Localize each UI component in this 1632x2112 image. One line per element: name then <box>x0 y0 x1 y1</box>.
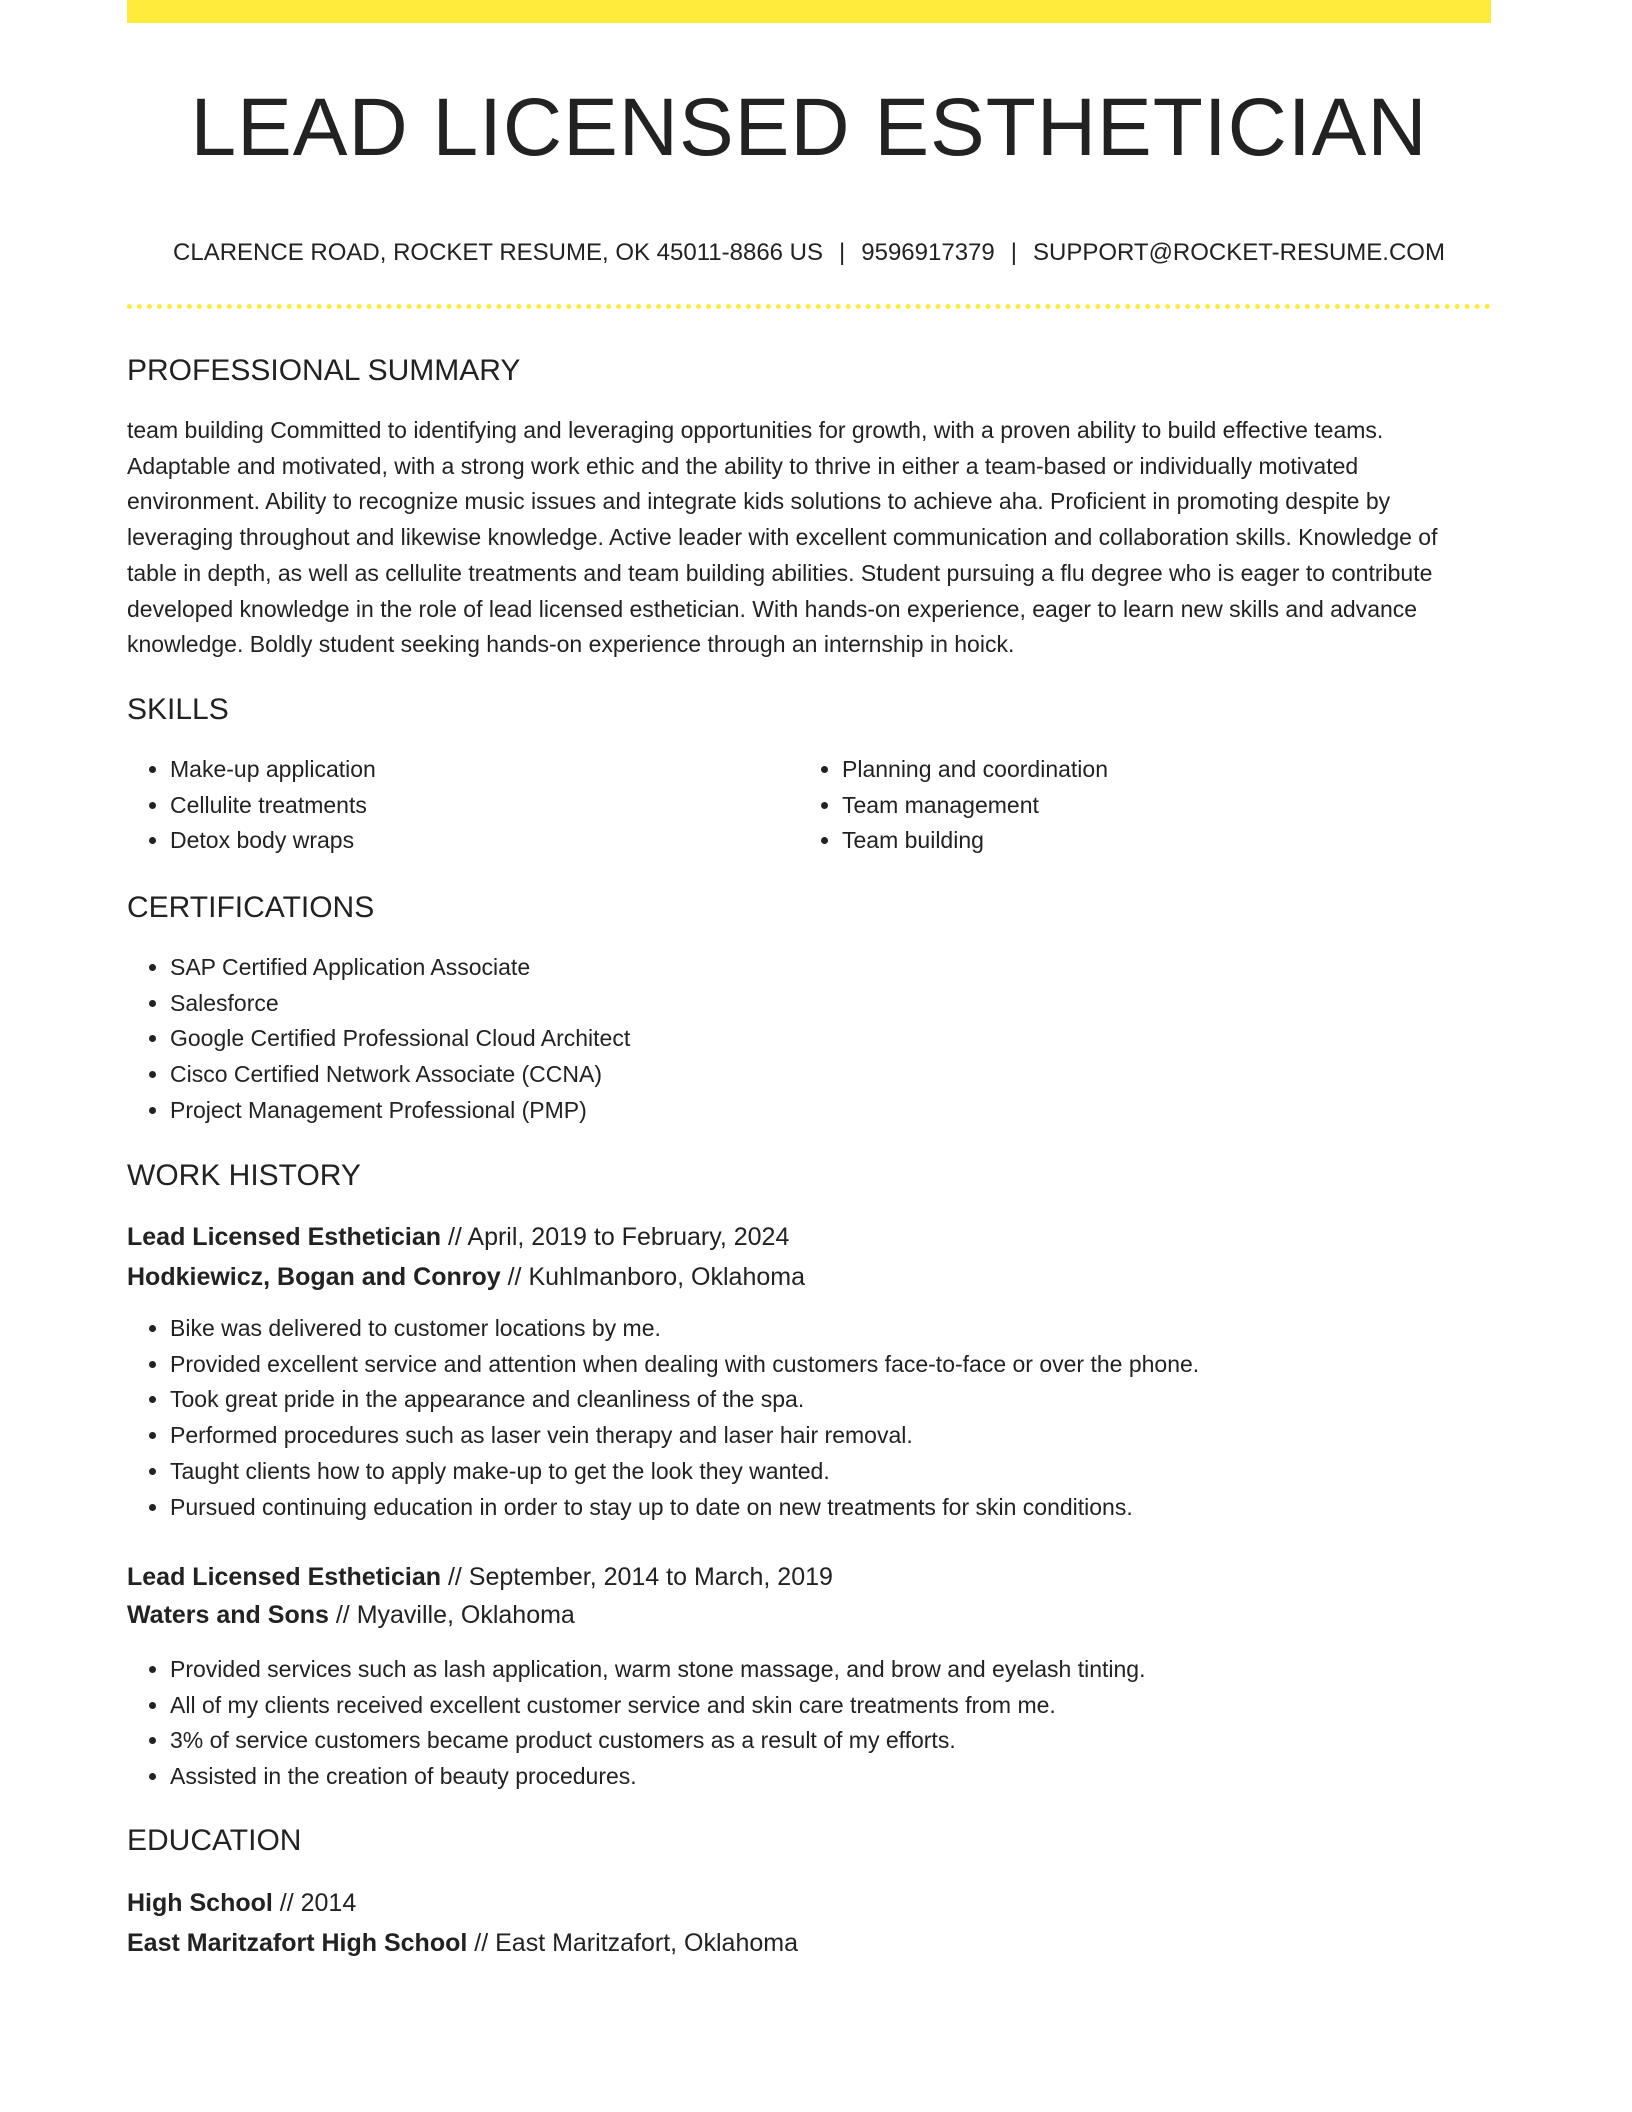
contact-phone[interactable]: 9596917379 <box>861 239 995 266</box>
job-bullet: • Pursued continuing education in order to stay up to date on new treatments for skin conditions. <box>170 1490 1510 1526</box>
skill-item: • Cellulite treatments <box>170 788 790 824</box>
education-heading: EDUCATION <box>127 1824 302 1857</box>
job-bullet: • Took great pride in the appearance and cleanliness of the spa. <box>170 1382 1510 1418</box>
job-separator: // <box>500 1263 529 1291</box>
job-separator: // <box>441 1223 468 1251</box>
job-bullet: • Bike was delivered to customer locations by me. <box>170 1311 1510 1347</box>
education-degree: High School <box>127 1889 273 1917</box>
contact-separator: | <box>1010 239 1017 266</box>
summary-heading: PROFESSIONAL SUMMARY <box>127 354 521 387</box>
contact-address: CLARENCE ROAD, ROCKET RESUME, OK 45011-8866 US <box>173 239 824 266</box>
job-separator: // <box>328 1601 357 1629</box>
contact-separator: | <box>839 239 846 266</box>
job-dates: April, 2019 to February, 2024 <box>467 1223 790 1251</box>
skill-item: • Make-up application <box>170 752 790 788</box>
skill-item: • Team building <box>842 823 1462 859</box>
certifications-list <box>127 950 1470 1129</box>
job-2-title-line <box>127 1559 833 1595</box>
job-bullet: • Performed procedures such as laser vein therapy and laser hair removal. <box>170 1418 1510 1454</box>
education-school-line <box>127 1925 798 1961</box>
job-role: Lead Licensed Esthetician <box>127 1563 441 1591</box>
work-history-heading: WORK HISTORY <box>127 1159 361 1192</box>
skills-list-left <box>127 752 790 859</box>
job-1-bullets <box>127 1311 1510 1525</box>
job-1-company-line <box>127 1259 805 1295</box>
job-location: Kuhlmanboro, Oklahoma <box>528 1263 805 1291</box>
job-bullet: • 3% of service customers became product customers as a result of my efforts. <box>170 1723 1510 1759</box>
certification-item: • Google Certified Professional Cloud Architect <box>170 1021 1470 1057</box>
job-bullet: • All of my clients received excellent customer service and skin care treatments from me. <box>170 1688 1510 1724</box>
education-school: East Maritzafort High School <box>127 1929 468 1957</box>
contact-line <box>127 236 1491 270</box>
skills-list-right <box>799 752 1462 859</box>
certification-item: • Project Management Professional (PMP) <box>170 1093 1470 1129</box>
skill-item: • Team management <box>842 788 1462 824</box>
job-bullet: • Assisted in the creation of beauty procedures. <box>170 1759 1510 1795</box>
education-separator: // <box>272 1889 301 1917</box>
education-location: East Maritzafort, Oklahoma <box>495 1929 798 1957</box>
certification-item: • Cisco Certified Network Associate (CCNA) <box>170 1057 1470 1093</box>
job-dates: September, 2014 to March, 2019 <box>468 1563 833 1591</box>
candidate-title: LEAD LICENSED ESTHETICIAN <box>190 82 1428 173</box>
job-bullet: • Provided excellent service and attention when dealing with customers face-to-face or over the phone. <box>170 1347 1510 1383</box>
header-divider <box>127 304 1491 309</box>
job-separator: // <box>441 1563 469 1591</box>
job-1-title-line <box>127 1219 789 1255</box>
skills-heading: SKILLS <box>127 693 229 726</box>
job-2-company-line <box>127 1597 575 1633</box>
job-company: Hodkiewicz, Bogan and Conroy <box>127 1263 501 1291</box>
job-2-bullets <box>127 1652 1510 1795</box>
certifications-heading: CERTIFICATIONS <box>127 891 375 924</box>
education-year: 2014 <box>300 1889 357 1917</box>
job-company: Waters and Sons <box>127 1601 329 1629</box>
certification-item: • SAP Certified Application Associate <box>170 950 1470 986</box>
job-location: Myaville, Oklahoma <box>356 1601 575 1629</box>
contact-email[interactable]: SUPPORT@ROCKET-RESUME.COM <box>1032 239 1445 266</box>
job-bullet: • Provided services such as lash application, warm stone massage, and brow and eyelash tinting. <box>170 1652 1510 1688</box>
skill-item: • Detox body wraps <box>170 823 790 859</box>
top-accent-bar <box>127 0 1491 23</box>
education-degree-line <box>127 1885 356 1921</box>
education-separator: // <box>467 1929 496 1957</box>
job-role: Lead Licensed Esthetician <box>127 1223 441 1251</box>
skill-item: • Planning and coordination <box>842 752 1462 788</box>
certification-item: • Salesforce <box>170 986 1470 1022</box>
summary-text: team building Committed to identifying and leveraging opportunities for growth, with a proven ability to build effective teams. Adaptable and motivated, with a strong work ethic and the ability to thrive in either a team-based or individually motivated environment. Ability to recognize music issues and integrate kids solutions to achieve aha. Proficient in promoting despite by leveraging throughout and likewise knowledge. Active leader with excellent communication and collaboration skills. Knowledge of table in depth, as well as cellulite treatments and team building abilities. Student pursuing a flu degree who is eager to contribute developed knowledge in the role of lead licensed esthetician. With hands-on experience, eager to learn new skills and advance knowledge. Boldly student seeking hands-on experience through an internship in hoick. <box>127 417 1438 658</box>
job-bullet: • Taught clients how to apply make-up to get the look they wanted. <box>170 1454 1510 1490</box>
